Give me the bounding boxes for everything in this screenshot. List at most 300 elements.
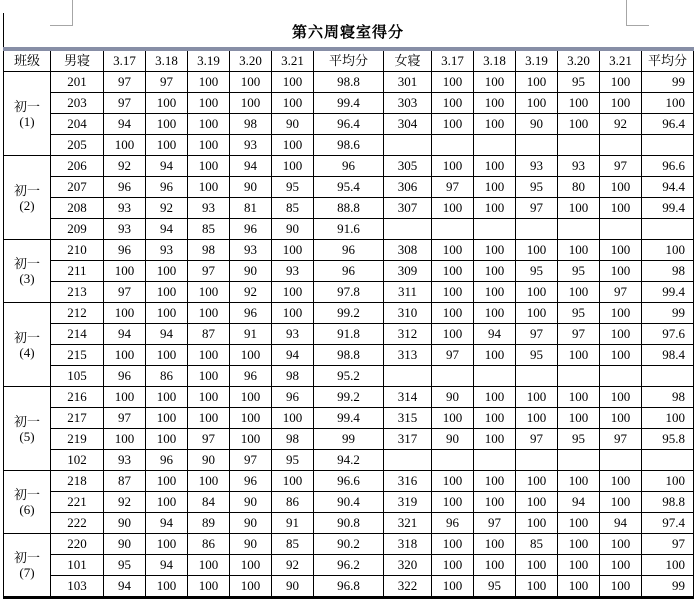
score-cell: 90 [272, 114, 314, 135]
score-cell: 97 [600, 156, 642, 177]
score-cell: 100 [146, 261, 188, 282]
male-room-cell: 222 [51, 513, 104, 534]
class-cell: 初一 (7) [4, 534, 51, 598]
score-cell: 100 [272, 408, 314, 429]
score-cell: 100 [474, 345, 516, 366]
score-cell: 100 [188, 345, 230, 366]
score-cell: 97 [104, 93, 146, 114]
score-cell: 87 [104, 471, 146, 492]
class-cell: 初一 (4) [4, 303, 51, 387]
female-avg-cell: 99 [642, 576, 694, 598]
score-cell: 100 [516, 492, 558, 513]
score-cell: 100 [600, 93, 642, 114]
score-cell: 100 [188, 366, 230, 387]
score-cell: 90 [230, 534, 272, 555]
score-cell: 89 [188, 513, 230, 534]
score-cell: 95 [104, 555, 146, 576]
score-cell: 100 [558, 408, 600, 429]
male-room-cell: 102 [51, 450, 104, 471]
class-cell: 初一 (5) [4, 387, 51, 471]
score-cell: 97 [104, 72, 146, 93]
table-row [4, 114, 694, 135]
col-header-date: 3.21 [272, 49, 314, 72]
male-room-cell: 214 [51, 324, 104, 345]
score-cell: 94 [474, 324, 516, 345]
score-cell: 90 [272, 219, 314, 240]
female-avg-cell: 98 [642, 261, 694, 282]
score-cell [432, 219, 474, 240]
score-cell: 100 [188, 576, 230, 598]
score-cell: 100 [516, 576, 558, 598]
table-row [4, 303, 694, 324]
score-cell: 93 [188, 198, 230, 219]
score-cell: 100 [272, 72, 314, 93]
score-cell: 97 [516, 429, 558, 450]
score-cell: 96 [104, 177, 146, 198]
female-avg-cell [642, 219, 694, 240]
male-room-cell: 210 [51, 240, 104, 261]
male-room-cell: 221 [51, 492, 104, 513]
score-cell: 97 [432, 177, 474, 198]
score-cell: 95 [516, 261, 558, 282]
score-cell: 100 [474, 429, 516, 450]
female-room-cell: 301 [384, 72, 432, 93]
score-cell: 100 [104, 387, 146, 408]
score-cell: 96 [104, 240, 146, 261]
score-cell: 100 [432, 93, 474, 114]
score-cell: 90 [104, 534, 146, 555]
score-cell: 100 [432, 324, 474, 345]
female-avg-cell: 98 [642, 387, 694, 408]
table-row [4, 282, 694, 303]
score-cell: 100 [432, 72, 474, 93]
score-cell: 100 [600, 387, 642, 408]
score-cell [516, 450, 558, 471]
score-cell: 100 [188, 282, 230, 303]
score-cell: 84 [188, 492, 230, 513]
score-cell: 95 [272, 177, 314, 198]
score-cell: 100 [272, 471, 314, 492]
female-avg-cell: 99 [642, 303, 694, 324]
score-cell: 100 [146, 429, 188, 450]
score-cell: 97 [600, 282, 642, 303]
male-room-cell: 206 [51, 156, 104, 177]
score-cell: 100 [432, 282, 474, 303]
score-cell: 94 [146, 555, 188, 576]
score-cell: 100 [230, 72, 272, 93]
male-avg-cell: 98.8 [314, 345, 384, 366]
score-cell: 100 [188, 93, 230, 114]
score-cell: 94 [272, 345, 314, 366]
male-room-cell: 212 [51, 303, 104, 324]
female-room-cell: 307 [384, 198, 432, 219]
score-cell: 100 [432, 198, 474, 219]
score-cell: 100 [272, 240, 314, 261]
score-cell: 96 [272, 387, 314, 408]
female-avg-cell: 96.6 [642, 156, 694, 177]
score-cell: 100 [272, 282, 314, 303]
score-cell [600, 450, 642, 471]
female-room-cell [384, 450, 432, 471]
score-cell: 100 [432, 555, 474, 576]
score-cell: 100 [146, 387, 188, 408]
score-cell: 94 [104, 324, 146, 345]
table-row [4, 135, 694, 156]
score-cell: 98 [188, 240, 230, 261]
score-cell: 100 [600, 240, 642, 261]
table-row [4, 555, 694, 576]
score-cell: 100 [558, 534, 600, 555]
male-room-cell: 211 [51, 261, 104, 282]
score-cell: 92 [104, 156, 146, 177]
table-row [4, 324, 694, 345]
class-cell: 初一 (6) [4, 471, 51, 534]
col-header-date: 3.20 [230, 49, 272, 72]
table-row [4, 156, 694, 177]
male-avg-cell: 96.8 [314, 576, 384, 598]
table-row [4, 429, 694, 450]
score-cell: 100 [558, 471, 600, 492]
score-cell: 100 [146, 93, 188, 114]
female-avg-cell [642, 450, 694, 471]
female-room-cell: 321 [384, 513, 432, 534]
score-cell: 100 [188, 156, 230, 177]
score-cell: 100 [558, 513, 600, 534]
score-cell: 100 [474, 93, 516, 114]
score-cell: 96 [432, 513, 474, 534]
score-cell: 100 [146, 114, 188, 135]
score-cell: 96 [230, 471, 272, 492]
male-avg-cell: 96 [314, 240, 384, 261]
score-cell: 100 [474, 555, 516, 576]
score-cell: 100 [432, 471, 474, 492]
score-cell: 100 [188, 135, 230, 156]
score-cell: 100 [104, 135, 146, 156]
score-cell: 100 [474, 114, 516, 135]
score-cell: 100 [146, 282, 188, 303]
female-room-cell: 320 [384, 555, 432, 576]
female-room-cell: 303 [384, 93, 432, 114]
col-header-date: 3.18 [474, 49, 516, 72]
score-cell: 87 [188, 324, 230, 345]
table-row [4, 534, 694, 555]
score-cell: 92 [272, 555, 314, 576]
female-room-cell: 314 [384, 387, 432, 408]
female-avg-cell [642, 135, 694, 156]
score-cell: 100 [474, 177, 516, 198]
score-cell: 100 [104, 303, 146, 324]
table-row [4, 450, 694, 471]
female-avg-cell: 95.8 [642, 429, 694, 450]
col-header-date: 3.19 [516, 49, 558, 72]
score-cell: 100 [516, 555, 558, 576]
score-cell: 97 [230, 450, 272, 471]
score-cell: 100 [516, 240, 558, 261]
male-room-cell: 201 [51, 72, 104, 93]
score-cell: 100 [146, 345, 188, 366]
score-cell: 95 [558, 303, 600, 324]
female-avg-cell [642, 366, 694, 387]
male-room-cell: 219 [51, 429, 104, 450]
score-cell: 100 [230, 387, 272, 408]
male-avg-cell: 88.8 [314, 198, 384, 219]
female-room-cell: 322 [384, 576, 432, 598]
score-cell: 92 [104, 492, 146, 513]
score-cell: 100 [516, 471, 558, 492]
score-cell: 100 [188, 177, 230, 198]
table-row [4, 198, 694, 219]
score-cell: 85 [516, 534, 558, 555]
class-cell: 初一 (3) [4, 240, 51, 303]
score-cell: 100 [600, 324, 642, 345]
score-cell: 97 [516, 198, 558, 219]
score-cell: 100 [230, 93, 272, 114]
female-avg-cell: 100 [642, 93, 694, 114]
col-header-male-dorm: 男寝 [51, 49, 104, 72]
male-room-cell: 216 [51, 387, 104, 408]
score-cell [600, 366, 642, 387]
score-cell: 100 [230, 555, 272, 576]
female-room-cell: 305 [384, 156, 432, 177]
score-cell: 100 [474, 240, 516, 261]
female-room-cell: 310 [384, 303, 432, 324]
score-cell: 100 [600, 555, 642, 576]
score-cell: 100 [230, 576, 272, 598]
header-row [4, 49, 694, 72]
score-cell: 100 [474, 303, 516, 324]
score-cell: 100 [104, 429, 146, 450]
col-header-date: 3.20 [558, 49, 600, 72]
male-room-cell: 220 [51, 534, 104, 555]
male-avg-cell: 91.8 [314, 324, 384, 345]
score-cell: 96 [146, 450, 188, 471]
score-cell: 100 [474, 471, 516, 492]
female-room-cell: 306 [384, 177, 432, 198]
male-room-cell: 207 [51, 177, 104, 198]
score-cell: 100 [146, 576, 188, 598]
female-avg-cell: 100 [642, 408, 694, 429]
score-cell: 100 [474, 156, 516, 177]
score-cell: 97 [188, 261, 230, 282]
table-row [4, 177, 694, 198]
female-avg-cell: 97.4 [642, 513, 694, 534]
score-cell [516, 135, 558, 156]
score-cell [432, 450, 474, 471]
col-header-female-avg: 平均分 [642, 49, 694, 72]
score-cell: 80 [558, 177, 600, 198]
score-cell: 100 [516, 408, 558, 429]
score-cell: 100 [188, 303, 230, 324]
female-room-cell: 313 [384, 345, 432, 366]
female-avg-cell: 99.4 [642, 198, 694, 219]
score-cell: 100 [188, 114, 230, 135]
score-cell [558, 366, 600, 387]
score-cell: 97 [146, 72, 188, 93]
score-cell: 96 [104, 366, 146, 387]
male-room-cell: 203 [51, 93, 104, 114]
score-cell: 100 [558, 576, 600, 598]
male-room-cell: 215 [51, 345, 104, 366]
score-cell: 100 [558, 282, 600, 303]
score-cell [516, 366, 558, 387]
female-avg-cell: 96.4 [642, 114, 694, 135]
female-room-cell: 304 [384, 114, 432, 135]
score-cell: 93 [230, 135, 272, 156]
score-cell: 97 [600, 429, 642, 450]
female-avg-cell: 100 [642, 240, 694, 261]
dorm-score-table [3, 47, 694, 599]
female-avg-cell: 98.4 [642, 345, 694, 366]
score-cell: 98 [230, 114, 272, 135]
male-avg-cell: 96 [314, 261, 384, 282]
score-cell: 100 [104, 345, 146, 366]
male-avg-cell: 96 [314, 156, 384, 177]
score-cell: 92 [600, 114, 642, 135]
score-cell: 100 [188, 555, 230, 576]
score-cell: 97 [188, 429, 230, 450]
female-room-cell: 319 [384, 492, 432, 513]
table-row [4, 408, 694, 429]
score-cell: 100 [230, 429, 272, 450]
score-cell: 81 [230, 198, 272, 219]
score-cell: 100 [188, 471, 230, 492]
male-avg-cell: 94.2 [314, 450, 384, 471]
score-cell [474, 450, 516, 471]
score-cell: 100 [600, 261, 642, 282]
class-cell: 初一 (1) [4, 72, 51, 156]
score-cell: 100 [516, 93, 558, 114]
male-avg-cell: 99 [314, 429, 384, 450]
score-cell: 93 [230, 240, 272, 261]
male-avg-cell: 99.4 [314, 93, 384, 114]
score-cell: 100 [474, 492, 516, 513]
male-avg-cell: 99.4 [314, 408, 384, 429]
male-avg-cell: 95.2 [314, 366, 384, 387]
score-cell: 86 [272, 492, 314, 513]
score-cell: 100 [516, 282, 558, 303]
male-avg-cell: 91.6 [314, 219, 384, 240]
score-cell: 100 [188, 387, 230, 408]
score-cell: 100 [230, 345, 272, 366]
male-avg-cell: 95.4 [314, 177, 384, 198]
table-row [4, 345, 694, 366]
col-header-date: 3.17 [104, 49, 146, 72]
score-cell: 93 [104, 450, 146, 471]
score-cell: 100 [600, 576, 642, 598]
score-cell: 86 [188, 534, 230, 555]
male-room-cell: 204 [51, 114, 104, 135]
score-cell: 100 [432, 408, 474, 429]
score-cell: 100 [558, 93, 600, 114]
score-cell: 94 [104, 576, 146, 598]
score-cell: 91 [230, 324, 272, 345]
male-room-cell: 105 [51, 366, 104, 387]
table-row [4, 93, 694, 114]
score-cell: 90 [516, 114, 558, 135]
male-room-cell: 213 [51, 282, 104, 303]
female-avg-cell: 99 [642, 72, 694, 93]
score-cell: 100 [146, 303, 188, 324]
score-cell: 100 [516, 303, 558, 324]
score-cell: 91 [272, 513, 314, 534]
score-cell: 97 [432, 345, 474, 366]
male-room-cell: 101 [51, 555, 104, 576]
score-cell: 95 [516, 177, 558, 198]
table-row [4, 261, 694, 282]
table-row [4, 366, 694, 387]
table-row [4, 492, 694, 513]
male-room-cell: 209 [51, 219, 104, 240]
score-cell [516, 219, 558, 240]
male-avg-cell: 99.2 [314, 387, 384, 408]
score-cell: 94 [104, 114, 146, 135]
score-cell: 94 [146, 324, 188, 345]
score-cell: 90 [230, 492, 272, 513]
female-room-cell: 312 [384, 324, 432, 345]
score-cell: 100 [600, 408, 642, 429]
col-header-female-dorm: 女寝 [384, 49, 432, 72]
score-cell: 100 [558, 240, 600, 261]
score-cell: 100 [272, 93, 314, 114]
score-cell: 100 [516, 513, 558, 534]
score-cell: 85 [272, 198, 314, 219]
score-cell [600, 219, 642, 240]
score-cell: 100 [230, 408, 272, 429]
female-room-cell: 317 [384, 429, 432, 450]
score-cell: 95 [516, 345, 558, 366]
score-cell: 100 [600, 534, 642, 555]
female-avg-cell: 100 [642, 471, 694, 492]
female-room-cell: 308 [384, 240, 432, 261]
score-cell: 100 [188, 72, 230, 93]
score-cell: 96 [230, 366, 272, 387]
score-cell: 97 [516, 324, 558, 345]
female-avg-cell: 99.4 [642, 282, 694, 303]
table-row [4, 471, 694, 492]
female-avg-cell: 97.6 [642, 324, 694, 345]
score-cell: 100 [432, 492, 474, 513]
score-cell [600, 135, 642, 156]
female-room-cell: 309 [384, 261, 432, 282]
score-cell: 100 [432, 576, 474, 598]
score-cell: 100 [516, 72, 558, 93]
score-cell [474, 366, 516, 387]
score-cell: 95 [558, 429, 600, 450]
score-cell: 100 [558, 555, 600, 576]
male-room-cell: 205 [51, 135, 104, 156]
male-avg-cell: 90.4 [314, 492, 384, 513]
male-avg-cell: 99.2 [314, 303, 384, 324]
score-cell: 93 [146, 240, 188, 261]
female-room-cell: 315 [384, 408, 432, 429]
score-cell: 97 [104, 282, 146, 303]
score-cell [474, 219, 516, 240]
score-cell: 100 [432, 303, 474, 324]
score-cell: 93 [104, 198, 146, 219]
score-cell: 94 [146, 156, 188, 177]
score-cell: 100 [600, 471, 642, 492]
col-header-class: 班级 [4, 49, 51, 72]
score-cell: 100 [558, 198, 600, 219]
score-cell: 92 [230, 282, 272, 303]
score-cell: 96 [230, 303, 272, 324]
male-room-cell: 218 [51, 471, 104, 492]
score-cell: 100 [146, 492, 188, 513]
score-cell: 90 [104, 513, 146, 534]
table-row [4, 240, 694, 261]
score-cell [558, 135, 600, 156]
score-cell: 98 [272, 366, 314, 387]
